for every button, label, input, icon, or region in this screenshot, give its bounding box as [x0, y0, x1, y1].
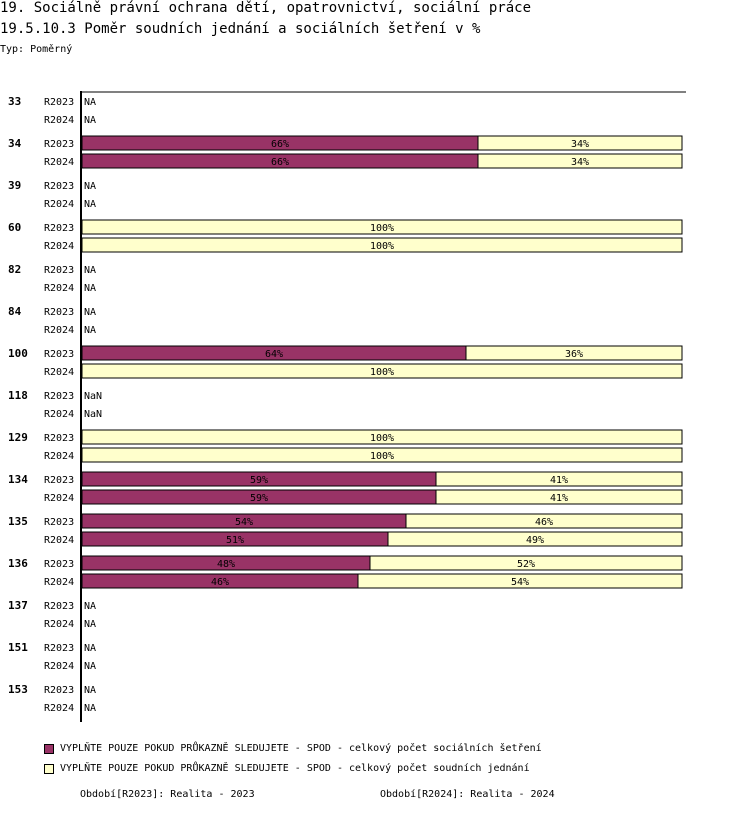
na-label: NA: [84, 643, 97, 654]
data-label: 100%: [369, 451, 395, 462]
period-label: R2023: [44, 643, 75, 654]
period-label: R2024: [44, 493, 75, 504]
data-label: 100%: [369, 223, 395, 234]
period-label: R2023: [44, 181, 75, 192]
category-label: 151: [8, 641, 28, 654]
data-label: 52%: [516, 559, 536, 570]
period-2023: Období[R2023]: Realita - 2023: [80, 789, 255, 800]
na-label: NA: [84, 265, 97, 276]
data-label: 59%: [249, 493, 269, 504]
data-label: 34%: [570, 157, 590, 168]
category-label: 60: [8, 221, 22, 234]
na-label: NA: [84, 661, 97, 672]
na-label: NA: [84, 181, 97, 192]
na-label: NA: [84, 685, 97, 696]
data-label: 59%: [249, 475, 269, 486]
period-label: R2024: [44, 115, 75, 126]
data-label: 41%: [549, 475, 569, 486]
period-label: R2023: [44, 97, 75, 108]
period-label: R2024: [44, 325, 75, 336]
na-label: NA: [84, 619, 97, 630]
category-label: 135: [8, 515, 28, 528]
na-label: NA: [84, 283, 97, 294]
period-label: R2024: [44, 283, 75, 294]
data-label: 66%: [270, 139, 290, 150]
data-label: 54%: [510, 577, 530, 588]
na-label: NA: [84, 199, 97, 210]
period-label: R2024: [44, 703, 75, 714]
data-label: 100%: [369, 433, 395, 444]
period-label: R2024: [44, 535, 75, 546]
legend-label: VYPLŇTE POUZE POKUD PRŮKAZNĚ SLEDUJETE - SPOD - celkový počet sociálních šetření: [60, 743, 542, 754]
period-label: R2024: [44, 661, 75, 672]
period-label: R2024: [44, 367, 75, 378]
na-label: NaN: [84, 391, 103, 402]
na-label: NA: [84, 307, 97, 318]
period-label: R2023: [44, 475, 75, 486]
period-2024: Období[R2024]: Realita - 2024: [380, 789, 555, 800]
chart-title: 19. Sociálně právní ochrana dětí, opatrovnictví, sociální práce: [0, 0, 532, 16]
category-label: 118: [8, 389, 28, 402]
category-label: 136: [8, 557, 28, 570]
data-label: 46%: [210, 577, 230, 588]
data-label: 41%: [549, 493, 569, 504]
na-label: NaN: [84, 409, 103, 420]
period-label: R2023: [44, 139, 75, 150]
na-label: NA: [84, 115, 97, 126]
period-label: R2024: [44, 409, 75, 420]
category-label: 100: [8, 347, 28, 360]
na-label: NA: [84, 325, 97, 336]
data-label: 49%: [525, 535, 545, 546]
data-label: 54%: [234, 517, 254, 528]
category-label: 39: [8, 179, 22, 192]
na-label: NA: [84, 97, 97, 108]
period-label: R2024: [44, 577, 75, 588]
period-label: R2024: [44, 157, 75, 168]
category-label: 153: [8, 683, 28, 696]
data-label: 100%: [369, 241, 395, 252]
period-label: R2023: [44, 601, 75, 612]
data-label: 36%: [564, 349, 584, 360]
period-label: R2024: [44, 241, 75, 252]
period-label: R2024: [44, 619, 75, 630]
period-label: R2024: [44, 451, 75, 462]
category-label: 137: [8, 599, 28, 612]
period-label: R2023: [44, 685, 75, 696]
period-label: R2023: [44, 307, 75, 318]
data-label: 64%: [264, 349, 284, 360]
category-label: 134: [8, 473, 28, 486]
period-label: R2023: [44, 433, 75, 444]
period-label: R2023: [44, 265, 75, 276]
period-label: R2024: [44, 199, 75, 210]
legend-swatch: [44, 764, 54, 774]
data-label: 100%: [369, 367, 395, 378]
period-label: R2023: [44, 559, 75, 570]
category-label: 129: [8, 431, 28, 444]
legend-label: VYPLŇTE POUZE POKUD PRŮKAZNĚ SLEDUJETE - SPOD - celkový počet soudních jednání: [60, 763, 530, 774]
na-label: NA: [84, 601, 97, 612]
period-label: R2023: [44, 223, 75, 234]
legend-item-court: [44, 763, 530, 774]
data-label: 66%: [270, 157, 290, 168]
period-label: R2023: [44, 517, 75, 528]
period-label: R2023: [44, 391, 75, 402]
chart-subtitle: 19.5.10.3 Poměr soudních jednání a sociálních šetření v %: [0, 21, 481, 37]
legend-item-social: [44, 743, 542, 754]
category-label: 84: [8, 305, 22, 318]
data-label: 51%: [225, 535, 245, 546]
period-label: R2023: [44, 349, 75, 360]
chart-type-label: Typ: Poměrný: [0, 44, 73, 55]
data-label: 34%: [570, 139, 590, 150]
category-label: 82: [8, 263, 22, 276]
data-label: 48%: [216, 559, 236, 570]
na-label: NA: [84, 703, 97, 714]
category-label: 33: [8, 95, 22, 108]
category-label: 34: [8, 137, 22, 150]
data-label: 46%: [534, 517, 554, 528]
legend-swatch: [44, 744, 54, 754]
